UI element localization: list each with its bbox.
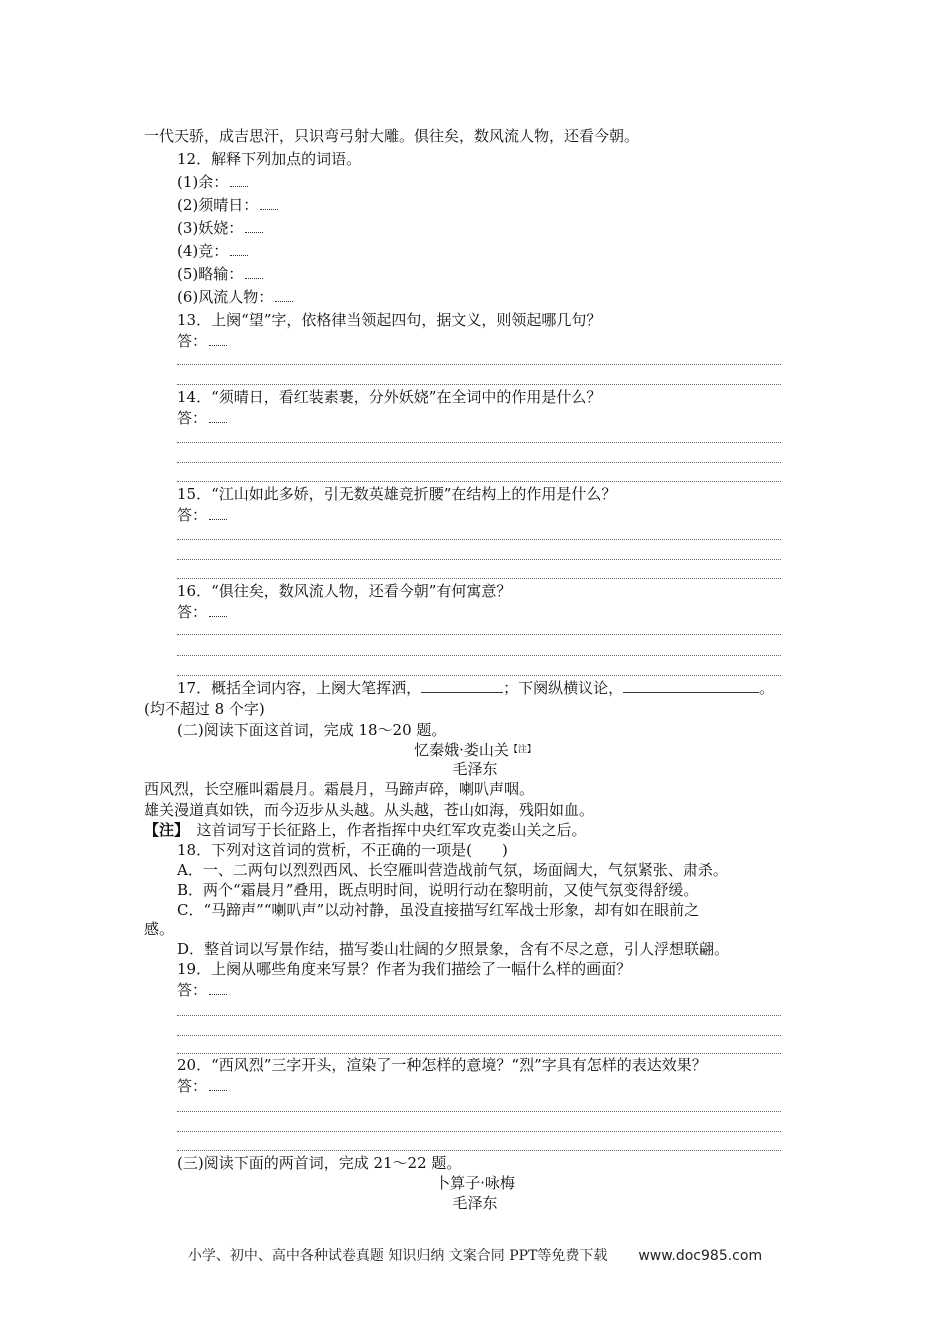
poem-title-text: 忆秦娥·娄山关 (414, 741, 509, 759)
answer-blank[interactable] (260, 197, 278, 210)
q12-item-3 (177, 218, 263, 238)
q14-stem: 14．“须晴日，看红装素裹，分外妖娆”在全词中的作用是什么？ (177, 388, 602, 406)
answer-blank[interactable] (275, 289, 293, 302)
poem-line-2: 雄关漫道真如铁，而今迈步从头越。从头越，苍山如海，残阳如血。 (144, 801, 595, 819)
poem-author: 毛泽东 (452, 760, 498, 778)
q18-option-c-cont: 感。 (144, 920, 175, 938)
answer-rule[interactable] (177, 539, 781, 540)
q12-item-4 (177, 241, 248, 261)
answer-label: 答： (177, 506, 208, 524)
footer-text: 小学、初中、高中各种试卷真题 知识归纳 文案合同 PPT等免费下载 (187, 1248, 608, 1264)
q18-stem: 18．下列对这首词的赏析，不正确的一项是( ) (177, 841, 508, 859)
answer-label: 答： (177, 603, 208, 621)
answer-label: 答： (177, 409, 208, 427)
q12-item-label: (5)略输： (177, 265, 244, 283)
poem-title-note: 【注】 (508, 745, 536, 755)
q13-answer (177, 331, 227, 351)
q12-item-label: (4)竞： (177, 242, 229, 260)
q17-part2: ；下阕纵横议论， (503, 679, 624, 697)
section3-intro: (三)阅读下面的两首词，完成 21～22 题。 (177, 1154, 462, 1172)
answer-rule[interactable] (177, 1053, 781, 1054)
q17-blank-1[interactable] (421, 678, 503, 693)
section2-intro: (二)阅读下面这首词，完成 18～20 题。 (177, 721, 447, 739)
q18-option-c[interactable]: C．“马蹄声”“喇叭声”以动衬静，虽没直接描写红军战士形象，却有如在眼前之 (177, 901, 700, 919)
answer-blank[interactable] (209, 333, 227, 346)
answer-blank[interactable] (209, 507, 227, 520)
q18-option-d[interactable]: D．整首词以写景作结，描写娄山壮阔的夕照景象，含有不尽之意，引人浮想联翩。 (177, 940, 730, 958)
answer-blank[interactable] (209, 604, 227, 617)
q18-option-a[interactable]: A．一、二两句以烈烈西风、长空雁叫营造战前气氛，场面阔大，气氛紧张、肃杀。 (177, 861, 728, 879)
answer-rule[interactable] (177, 481, 781, 482)
q12-item-1 (177, 172, 248, 192)
ci-last-line: 一代天骄，成吉思汗，只识弯弓射大雕。俱往矣，数风流人物，还看今朝。 (144, 127, 640, 145)
answer-blank[interactable] (209, 410, 227, 423)
q19-answer (177, 980, 227, 1000)
answer-label: 答： (177, 981, 208, 999)
q12-item-label: (6)风流人物： (177, 288, 274, 306)
answer-rule[interactable] (177, 462, 781, 463)
q17-part3: 。 (759, 679, 775, 697)
q12-item-label: (2)须晴日： (177, 196, 259, 214)
answer-rule[interactable] (177, 364, 781, 365)
q12-item-label: (1)余： (177, 173, 229, 191)
q12-item-2 (177, 195, 278, 215)
answer-blank[interactable] (245, 266, 263, 279)
answer-blank[interactable] (209, 982, 227, 995)
q17-line (177, 678, 774, 698)
answer-rule[interactable] (177, 634, 781, 635)
answer-rule[interactable] (177, 1111, 781, 1112)
q13-stem: 13．上阕“望”字，依格律当领起四句，据文义，则领起哪几句？ (177, 311, 602, 329)
q16-stem: 16．“俱往矣，数风流人物，还看今朝”有何寓意？ (177, 582, 512, 600)
answer-blank[interactable] (230, 174, 248, 187)
q17-part1: 17．概括全词内容，上阕大笔挥洒， (177, 679, 422, 697)
q12-item-5 (177, 264, 263, 284)
q15-stem: 15．“江山如此多娇，引无数英雄竞折腰”在结构上的作用是什么？ (177, 485, 617, 503)
answer-rule[interactable] (177, 1015, 781, 1016)
answer-blank[interactable] (209, 1078, 227, 1091)
note-label: 【注】 (144, 821, 182, 839)
answer-label: 答： (177, 1077, 208, 1095)
answer-rule[interactable] (177, 442, 781, 443)
q12-item-6 (177, 287, 293, 307)
answer-blank[interactable] (245, 220, 263, 233)
poem2-author: 毛泽东 (452, 1194, 498, 1212)
answer-rule[interactable] (177, 655, 781, 656)
q18-option-b[interactable]: B．两个“霜晨月”叠用，既点明时间，说明行动在黎明前，又使气氛变得舒缓。 (177, 881, 699, 899)
poem2-title: 卜算子·咏梅 (435, 1174, 515, 1192)
note-text: 这首词写于长征路上，作者指挥中央红军攻克娄山关之后。 (196, 821, 587, 839)
answer-rule[interactable] (177, 1035, 781, 1036)
answer-rule[interactable] (177, 675, 781, 676)
q12-item-label: (3)妖娆： (177, 219, 244, 237)
page-footer (0, 1246, 950, 1266)
q20-stem: 20．“西风烈”三字开头，渲染了一种怎样的意境？“烈”字具有怎样的表达效果？ (177, 1056, 707, 1074)
q20-answer (177, 1076, 227, 1096)
answer-rule[interactable] (177, 578, 781, 579)
answer-rule[interactable] (177, 384, 781, 385)
answer-blank[interactable] (230, 243, 248, 256)
q16-answer (177, 602, 227, 622)
poem-line-1: 西风烈，长空雁叫霜晨月。霜晨月，马蹄声碎，喇叭声咽。 (144, 780, 535, 798)
answer-rule[interactable] (177, 1150, 781, 1151)
poem-note (144, 820, 587, 840)
q12-stem: 12．解释下列加点的词语。 (177, 150, 362, 168)
answer-label: 答： (177, 332, 208, 350)
q17-note: (均不超过 8 个字) (144, 700, 265, 718)
answer-rule[interactable] (177, 1131, 781, 1132)
q14-answer (177, 408, 227, 428)
footer-url[interactable]: www.doc985.com (638, 1248, 763, 1264)
q15-answer (177, 505, 227, 525)
answer-rule[interactable] (177, 559, 781, 560)
q17-blank-2[interactable] (623, 678, 759, 693)
q19-stem: 19．上阕从哪些角度来写景？作者为我们描绘了一幅什么样的画面？ (177, 960, 632, 978)
poem-title (0, 740, 950, 760)
